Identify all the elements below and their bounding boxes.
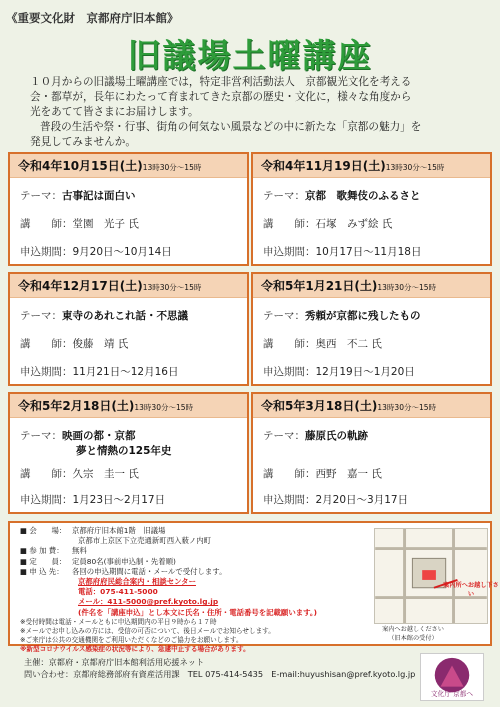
theme-value: 秀頼が京都に残したもの <box>305 310 421 322</box>
lecture-card <box>8 152 249 266</box>
period-value: 12月19日～1月20日 <box>315 366 415 378</box>
theme-label: テーマ： <box>263 190 305 202</box>
apply-value: 各回の申込期間に電話・メールで受付します。 <box>72 566 227 576</box>
lecturer-value: 西野 嘉一 氏 <box>315 468 382 480</box>
theme-label: テーマ： <box>20 430 62 442</box>
theme-value: 藤原氏の軌跡 <box>305 430 368 442</box>
lecture-date <box>10 394 247 418</box>
lecturer-label: 講 師： <box>20 218 73 230</box>
period-label: 申込期間： <box>20 494 73 506</box>
lecturer-label: 講 師： <box>263 468 316 480</box>
lecture-date <box>253 394 490 418</box>
period-label: 申込期間： <box>20 366 73 378</box>
info-list <box>20 526 340 654</box>
lecturer-label: 講 師： <box>263 338 316 350</box>
period-value: 2月20日～3月17日 <box>315 494 409 506</box>
theme-row <box>263 188 421 203</box>
phone-number[interactable]: 電話：075-411-5000 <box>78 587 158 597</box>
capacity-label: ■ 定 員： <box>20 556 67 566</box>
lecture-date <box>10 154 247 178</box>
theme-value: 古事記は面白い <box>62 190 136 202</box>
top-label: 《重要文化財 京都府庁旧本館》 <box>6 11 179 25</box>
fee-row <box>20 546 340 556</box>
intro-text <box>30 75 480 150</box>
notes <box>20 618 340 654</box>
page-title: 旧議場土曜講座 <box>127 36 373 75</box>
intro-line: １０月からの旧議場土曜講座では，特定非営利活動法人 京都観光文化を考える <box>30 76 412 88</box>
center-name: 京都府府民総合案内・相談センター <box>78 577 196 587</box>
note-line: ※受付時間は電話・メールともに申込期間内の平日９時から１７時 <box>20 617 217 626</box>
theme-value: 映画の都・京都 <box>62 430 136 442</box>
map-note: 案内所へお越し下さい <box>443 582 499 598</box>
date-text: 令和4年12月17日(土) <box>18 279 143 293</box>
period-row <box>263 492 408 507</box>
venue-label: ■ 会 場： <box>20 526 67 535</box>
lecturer-label: 講 師： <box>20 468 73 480</box>
lecturer-value: 奥西 不二 氏 <box>315 338 382 350</box>
period-label: 申込期間： <box>20 246 73 258</box>
intro-line: 普段の生活や祭・行事、街角の何気ない風景などの中に新たな「京都の魅力」を <box>40 121 422 133</box>
period-row <box>20 364 178 379</box>
intro-line: 会・都草が，長年にわたって育まれてきた京都の歴史・文化に，様々な角度から <box>30 91 412 103</box>
lecturer-row <box>20 466 139 481</box>
lecture-grid <box>8 152 492 514</box>
period-label: 申込期間： <box>263 494 316 506</box>
intro-line: 発見してみませんか。 <box>30 136 136 148</box>
lecture-card <box>8 392 249 514</box>
time-text: 13時30分～15時 <box>377 403 437 412</box>
lecture-card <box>251 392 492 514</box>
lecture-card <box>251 152 492 266</box>
fee-label: ■ 参 加 費： <box>20 546 64 556</box>
lecture-date <box>10 274 247 298</box>
footer <box>24 656 415 680</box>
capacity-row <box>20 557 340 567</box>
theme-label: テーマ： <box>20 190 62 202</box>
organizer-text: 主催：京都府・京都府庁旧本館利活用応援ネット <box>24 657 205 667</box>
time-text: 13時30分～15時 <box>385 163 445 172</box>
theme-row <box>20 308 188 323</box>
capacity-value: 定員80名(事前申込制・先着順) <box>72 556 176 566</box>
note-line: ※ご来庁は公共の交通機関をご利用いただくなどのご協力をお願いします。 <box>20 635 243 644</box>
lecturer-value: 久宗 圭一 氏 <box>72 468 139 480</box>
fee-value: 無料 <box>72 546 87 556</box>
lecturer-row <box>263 466 382 481</box>
venue-row <box>20 526 340 536</box>
lecture-card <box>8 272 249 386</box>
lecturer-value: 堂園 光子 氏 <box>72 218 139 230</box>
theme-label: テーマ： <box>263 430 305 442</box>
lecturer-value: 俊藤 靖 氏 <box>72 338 129 350</box>
date-text: 令和4年10月15日(土) <box>18 159 143 173</box>
theme-row <box>263 428 368 443</box>
date-text: 令和5年3月18日(土) <box>261 399 378 413</box>
lecturer-row <box>20 336 128 351</box>
intro-line: 光をあてて皆さまにお届けします。 <box>30 106 199 118</box>
theme-label: テーマ： <box>263 310 305 322</box>
lecture-date <box>253 274 490 298</box>
note-line-warning: ※新型コロナウイルス感染症の状況等により、急遽中止する場合があります。 <box>20 644 250 653</box>
lecturer-label: 講 師： <box>263 218 316 230</box>
lecturer-row <box>263 336 382 351</box>
email-link[interactable]: メール：411-5000@pref.kyoto.lg.jp <box>78 597 219 607</box>
lecture-date <box>253 154 490 178</box>
theme-value: 東寺のあれこれ話・不思議 <box>62 310 188 322</box>
lecturer-value: 石塚 みず絵 氏 <box>315 218 393 230</box>
time-text: 13時30分～15時 <box>142 163 202 172</box>
contact-text: 問い合わせ：京都府総務部府有資産活用課 TEL 075-414-5435 E-mail:huyushisan@pref.kyoto.lg.jp <box>24 669 416 679</box>
time-text: 13時30分～15時 <box>377 283 437 292</box>
lecturer-row <box>263 216 392 231</box>
venue-marker <box>422 570 436 580</box>
period-row <box>20 244 172 259</box>
date-text: 令和5年1月21日(土) <box>261 279 378 293</box>
theme-row <box>263 308 421 323</box>
period-value: 11月21日～12月16日 <box>72 366 179 378</box>
logo-text: 文化庁 京都へ <box>430 690 474 699</box>
date-text: 令和5年2月18日(土) <box>18 399 135 413</box>
theme-value: 京都 歌舞伎のふるさと <box>305 190 421 202</box>
address-text: 京都市上京区下立売通新町西入薮ノ内町 <box>78 536 212 546</box>
apply-label: ■ 申 込 先： <box>20 566 64 576</box>
theme-label: テーマ： <box>20 310 62 322</box>
map-note: 案内へお越しください（旧本館の受付） <box>382 626 444 642</box>
apply-row <box>20 567 340 577</box>
culture-agency-logo <box>420 653 484 701</box>
period-row <box>263 244 421 259</box>
period-value: 1月23日～2月17日 <box>72 494 166 506</box>
note-line: ※メールでお申し込みの方には、受信の可否について、後日メールでお知らせします。 <box>20 626 275 635</box>
period-value: 9月20日～10月14日 <box>72 246 172 258</box>
period-row <box>263 364 415 379</box>
time-text: 13時30分～15時 <box>142 283 202 292</box>
time-text: 13時30分～15時 <box>134 403 194 412</box>
lecturer-row <box>20 216 139 231</box>
period-value: 10月17日～11月18日 <box>315 246 422 258</box>
theme-value-line2: 夢と情熱の125年史 <box>76 445 172 457</box>
access-map <box>374 528 488 624</box>
theme-row <box>20 188 136 203</box>
period-label: 申込期間： <box>263 366 316 378</box>
email-note: (件名を「講座申込」とし本文に氏名・住所・電話番号を記載願います。) <box>78 607 317 617</box>
period-label: 申込期間： <box>263 246 316 258</box>
lecture-card <box>251 272 492 386</box>
theme-row <box>20 428 171 458</box>
venue-value: 京都府庁旧本館1階 旧議場 <box>72 526 166 535</box>
period-row <box>20 492 165 507</box>
lecturer-label: 講 師： <box>20 338 73 350</box>
date-text: 令和4年11月19日(土) <box>261 159 386 173</box>
